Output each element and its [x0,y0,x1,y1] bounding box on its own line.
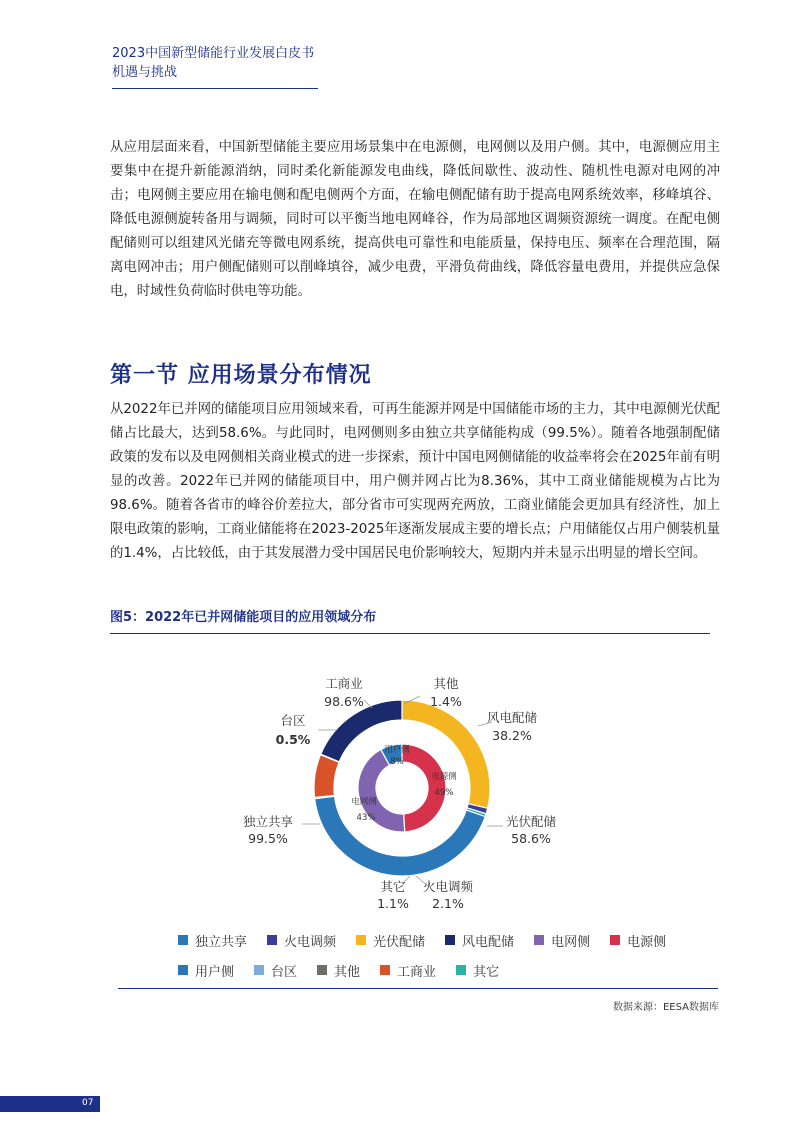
legend-item-电网侧 [534,931,590,950]
ring-label-火电调频: 火电调频 [422,879,474,894]
legend-label: 独立共享 [195,934,248,950]
ring-label-独立共享: 独立共享 [242,814,294,829]
ring-label-工商业: 工商业 [325,676,363,691]
legend-item-电源侧 [610,931,666,950]
legend-item-风电配储 [445,931,514,950]
legend-swatch [356,935,366,945]
chart-legend [178,928,698,988]
ring-value-其它: 1.1% [377,896,409,911]
page-number: 07 [82,1098,94,1108]
legend-row [178,928,698,952]
legend-label: 电源侧 [627,934,667,950]
data-source: 数据来源：EESA数据库 [612,1002,719,1013]
intro-paragraph: 从应用层面来看，中国新型储能主要应用场景集中在电源侧，电网侧以及用户侧。其中，电源侧应用主要集中在提升新能源消纳，同时柔化新能源发电曲线，降低间歇性、波动性、随机性电源对电网的冲击；电网侧主要应用在输电侧和配电侧两个方面，在输电侧配储有助于提高电网系统效率，移峰填谷、降低电源侧旋转备用与调频，同时可以平衡当地电网峰谷，作为局部地区调频资源统一调度。在配电侧配储则可以组建风光储充等微电网系统，提高供电可靠性和电能质量，保持电压、频率在合理范围，隔离电网冲击；用户侧配储则可以削峰填谷，减少电费，平滑负荷曲线，降低容量电费用，并提供应急保电，时域性负荷临时供电等功能。 [110,140,720,299]
legend-row [178,958,698,982]
legend-item-独立共享 [178,931,247,950]
legend-swatch [380,965,390,975]
ring-label-其它: 其它 [380,879,406,894]
legend-swatch [254,965,264,975]
pie-label-用户侧: 用户侧 [384,745,410,755]
legend-item-其它 [456,961,499,980]
legend-item-用户侧 [178,961,234,980]
ring-value-台区: 0.5% [275,732,311,747]
legend-label: 光伏配储 [373,934,426,950]
legend-item-火电调频 [267,931,336,950]
figure-bottom-divider [118,988,718,989]
legend-swatch [534,935,544,945]
ring-label-其他: 其他 [433,676,459,691]
legend-swatch [178,935,188,945]
legend-item-其他 [317,961,360,980]
legend-label: 电网侧 [551,934,591,950]
legend-swatch [267,935,277,945]
ring-value-风电配储: 38.2% [492,728,532,743]
ring-value-其他: 1.4% [430,694,462,709]
ring-label-光伏配储: 光伏配储 [505,814,557,829]
header-title: 2023中国新型储能行业发展白皮书 [112,46,315,61]
legend-swatch [610,935,620,945]
ring-value-火电调频: 2.1% [432,896,464,911]
ring-value-工商业: 98.6% [324,694,364,709]
pie-center-hole [376,762,428,814]
legend-swatch [456,965,466,975]
legend-swatch [317,965,327,975]
ring-label-台区: 台区 [280,713,306,728]
legend-item-台区 [254,961,297,980]
legend-swatch [445,935,455,945]
legend-label: 风电配储 [462,934,515,950]
ring-value-独立共享: 99.5% [248,831,288,846]
legend-label: 其他 [334,964,361,980]
legend-label: 火电调频 [284,934,337,950]
legend-label: 其它 [473,964,500,980]
pie-label-电源侧: 电源侧 [431,772,457,782]
legend-label: 台区 [271,964,298,980]
pie-value-电网侧: 43% [356,813,376,823]
legend-label: 工商业 [397,964,437,980]
legend-swatch [178,965,188,975]
legend-item-工商业 [380,961,436,980]
pie-value-用户侧: 8% [390,757,404,767]
pie-value-电源侧: 49% [434,788,454,798]
section-title: 第一节 应用场景分布情况 [110,363,372,388]
pie-label-电网侧: 电网侧 [351,797,377,807]
figure-title: 图5：2022年已并网储能项目的应用领域分布 [110,610,377,625]
legend-item-光伏配储 [356,931,425,950]
legend-label: 用户侧 [195,964,235,980]
section-paragraph: 从2022年已并网的储能项目应用领域来看，可再生能源并网是中国储能市场的主力，其中电源侧光伏配储占比最大，达到58.6%。与此同时，电网侧则多由独立共享储能构成（99.5%）。随着各地强制配储政策的发布以及电网侧相关商业模式的进一步探索，预计中国电网侧储能的收益率将会在2025年前有明显的改善。2022年已并网的储能项目中，用户侧并网占比为8.36%，其中工商业储能规模为占比为98.6%。随着各省市的峰谷价差拉大，部分省市可实现两充两放，工商业储能会更加具有经济性，加上限电政策的影响，工商业储能将在2023-2025年逐渐发展成主要的增长点；户用储能仅占用户侧装机量的1.4%，占比较低，由于其发展潜力受中国居民电价影响较大，短期内并未显示出明显的增长空间。 [110,402,720,561]
ring-value-光伏配储: 58.6% [511,831,551,846]
header-subtitle: 机遇与挑战 [112,65,178,80]
ring-label-风电配储: 风电配储 [486,710,538,725]
